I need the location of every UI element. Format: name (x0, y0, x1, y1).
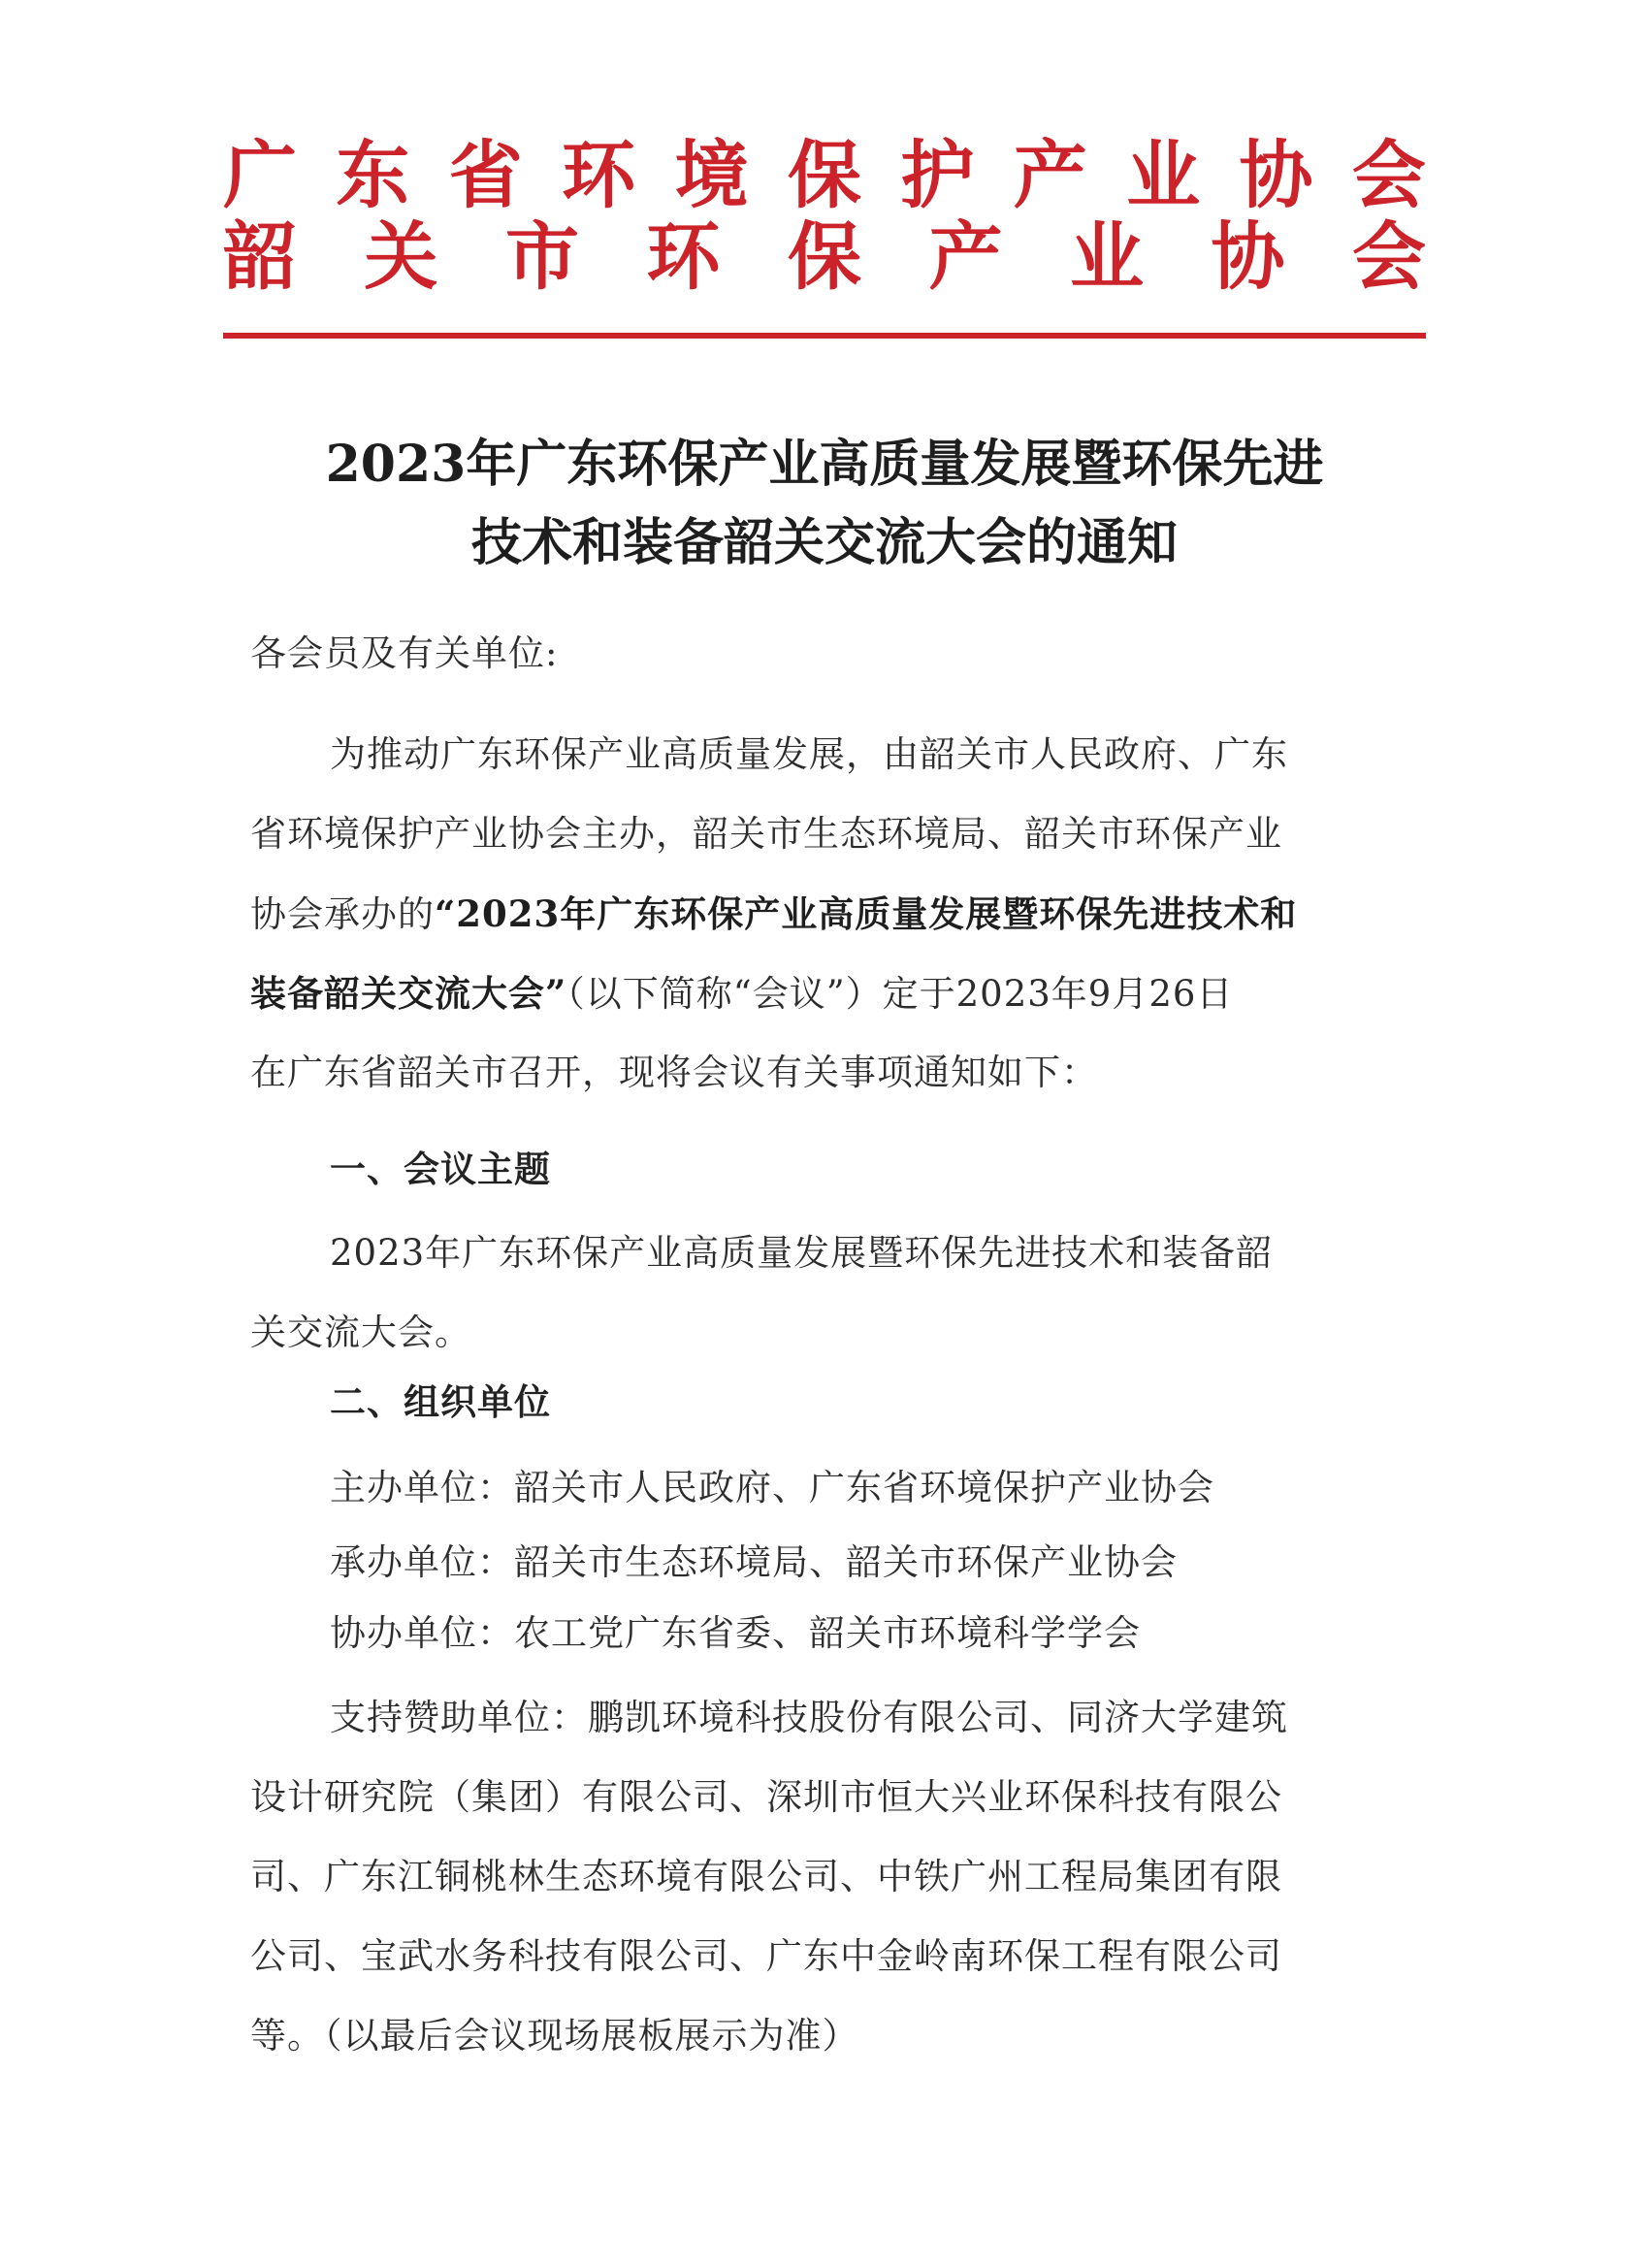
letterhead-char: 省 (448, 132, 523, 218)
letterhead-char: 广 (223, 132, 297, 218)
sponsors-line-1: 支持赞助单位：鹏凯环境科技股份有限公司、同济大学建筑 (330, 1697, 1288, 1738)
sponsors-line-5: 等。（以最后会议现场展板展示为准） (250, 2015, 859, 2057)
intro-line-2: 省环境保护产业协会主办，韶关市生态环境局、韶关市环保产业 (250, 813, 1282, 855)
intro-line-1 (250, 729, 1395, 780)
letterhead-char: 会 (1352, 213, 1426, 300)
letterhead-char: 会 (1351, 132, 1426, 218)
letterhead-char: 市 (505, 213, 579, 300)
letterhead-char: 协 (1211, 213, 1285, 300)
intro-line-4-plain: （以下简称“会议”）定于2023年9月26日 (566, 973, 1234, 1015)
intro-line-1-text: 为推动广东环保产业高质量发展，由韶关市人民政府、广东 (330, 733, 1288, 775)
section1-line-1: 2023年广东环保产业高质量发展暨环保先进技术和装备韶 (330, 1232, 1274, 1274)
intro-line-4-bold: 装备韶关交流大会” (250, 972, 567, 1015)
letterhead-char: 韶 (223, 213, 297, 300)
intro-line-3-plain: 协会承办的 (250, 893, 435, 935)
letterhead-char: 环 (562, 132, 636, 218)
letterhead-char: 业 (1070, 213, 1144, 300)
letterhead-char: 产 (1013, 132, 1087, 218)
section2-heading: 二、组织单位 (330, 1381, 551, 1423)
sponsors-line-4: 公司、宝武水务科技有限公司、广东中金岭南环保工程有限公司 (250, 1935, 1282, 1977)
letterhead-divider (223, 333, 1426, 339)
letterhead-char: 关 (364, 213, 438, 300)
letterhead-org2 (223, 213, 1426, 301)
letterhead-org1 (223, 132, 1426, 219)
letterhead-char: 产 (928, 213, 1003, 300)
salutation: 各会员及有关单位: (250, 632, 559, 674)
intro-line-3 (250, 889, 1395, 939)
letterhead-char: 保 (788, 213, 861, 300)
section1-heading: 一、会议主题 (330, 1149, 551, 1190)
letterhead-char: 境 (674, 132, 749, 218)
sponsors-line-3: 司、广东江铜桃林生态环境有限公司、中铁广州工程局集团有限 (250, 1856, 1282, 1897)
organizer-units: 承办单位：韶关市生态环境局、韶关市环保产业协会 (330, 1541, 1178, 1583)
host-units: 主办单位：韶关市人民政府、广东省环境保护产业协会 (330, 1467, 1214, 1508)
letterhead-char: 环 (646, 213, 721, 300)
intro-line-3-bold: “2023年广东环保产业高质量发展暨环保先进技术和 (435, 892, 1298, 935)
document-title-line2: 技术和装备韶关交流大会的通知 (470, 513, 1178, 572)
section1-line-2: 关交流大会。 (250, 1312, 471, 1353)
letterhead-char: 护 (900, 132, 975, 218)
letterhead-char: 保 (787, 132, 861, 218)
co-organizer-units: 协办单位：农工党广东省委、韶关市环境科学学会 (330, 1612, 1141, 1654)
sponsors-line-2: 设计研究院（集团）有限公司、深圳市恒大兴业环保科技有限公 (250, 1776, 1282, 1818)
intro-line-4 (250, 968, 1395, 1019)
letterhead-char: 协 (1239, 132, 1313, 218)
letterhead-char: 业 (1126, 132, 1201, 218)
letterhead-char: 东 (336, 132, 410, 218)
intro-line-5: 在广东省韶关市召开，现将会议有关事项通知如下： (250, 1052, 1098, 1093)
document-title-line1: 2023年广东环保产业高质量发展暨环保先进 (325, 435, 1324, 494)
